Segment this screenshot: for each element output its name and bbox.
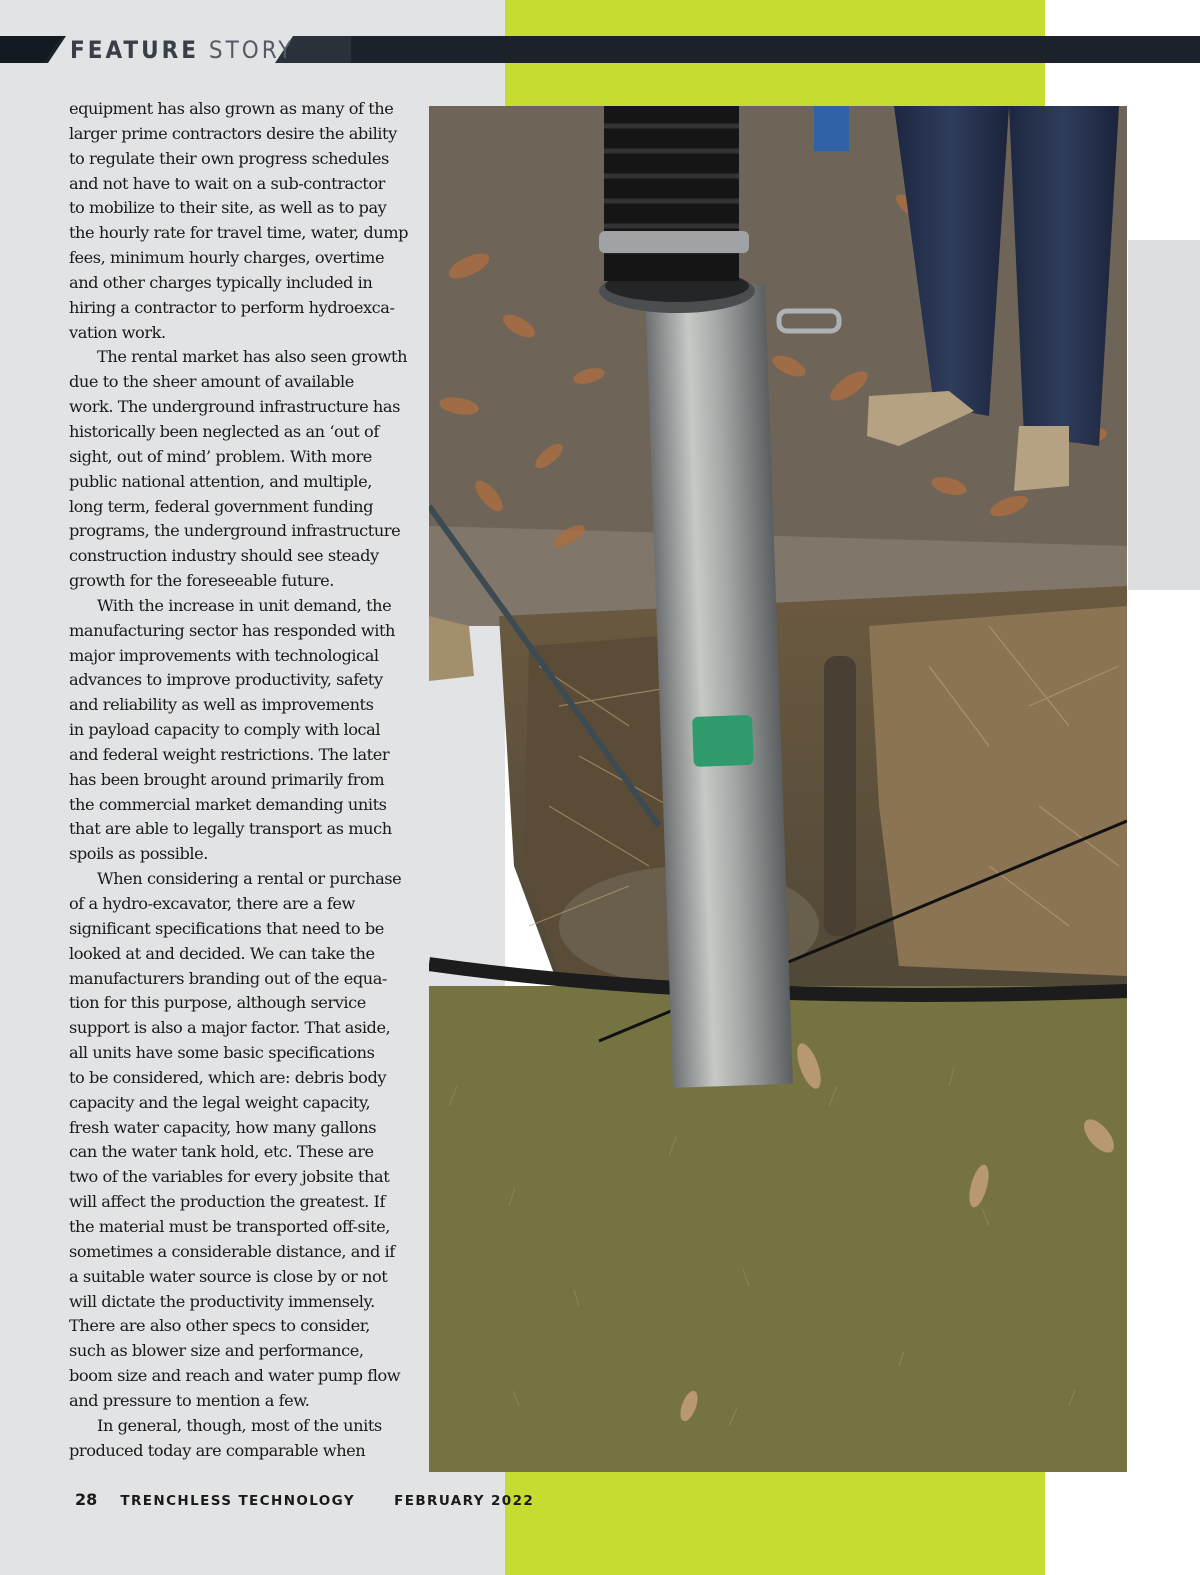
text-line: growth for the foreseeable future. [69, 571, 335, 591]
text-line: The rental market has also seen growth [97, 347, 408, 367]
text-line: historically been neglected as an ‘out of [69, 421, 379, 441]
article-paragraph [69, 594, 419, 867]
text-line: sometimes a considerable distance, and if [69, 1241, 395, 1261]
publication-name: TRENCHLESS TECHNOLOGY [120, 1493, 356, 1509]
text-line: and pressure to mention a few. [69, 1390, 310, 1410]
text-line: boom size and reach and water pump flow [69, 1366, 401, 1386]
text-line: and federal weight restrictions. The later [69, 744, 390, 764]
text-line: a suitable water source is close by or not [69, 1266, 388, 1286]
page-footer [75, 1490, 534, 1514]
article-paragraph [69, 1414, 419, 1464]
text-line: all units have some basic specifications [69, 1043, 375, 1063]
text-line: in payload capacity to comply with local [69, 720, 381, 740]
text-line: significant specifications that need to be [69, 918, 384, 938]
article-column [69, 97, 419, 1463]
text-line: and reliability as well as improvements [69, 695, 374, 715]
text-line: the commercial market demanding units [69, 794, 387, 814]
text-line: of a hydro-excavator, there are a few [69, 894, 355, 913]
text-line: to be considered, which are: debris body [69, 1067, 387, 1087]
article-paragraph [69, 867, 419, 1414]
text-line: has been brought around primarily from [69, 769, 385, 789]
text-line: will affect the production the greatest. If [69, 1192, 386, 1212]
section-label-light: STORY [208, 36, 295, 64]
text-line: programs, the underground infrastructure [69, 521, 401, 541]
text-line: capacity and the legal weight capacity, [69, 1092, 371, 1112]
text-line: to mobilize to their site, as well as to pay [69, 198, 387, 218]
text-line: vation work. [69, 322, 166, 342]
text-line: produced today are comparable when [69, 1440, 366, 1460]
text-line: equipment has also grown as many of the [69, 99, 394, 118]
text-line: sight, out of mind’ problem. With more [69, 446, 372, 466]
text-line: tion for this purpose, although service [69, 993, 366, 1013]
text-line: looked at and decided. We can take the [69, 943, 375, 963]
text-line: larger prime contractors desire the ability [69, 123, 397, 143]
side-tab [1128, 240, 1200, 590]
text-line: the material must be transported off-site, [69, 1216, 390, 1236]
text-line: construction industry should see steady [69, 546, 379, 566]
text-line: manufacturers branding out of the equa- [69, 968, 387, 988]
text-line: the hourly rate for travel time, water, dump [69, 223, 409, 243]
excavation-photo-illustration [429, 106, 1127, 1472]
text-line: fresh water capacity, how many gallons [69, 1117, 377, 1137]
text-line: spoils as possible. [69, 844, 208, 864]
text-line: such as blower size and performance, [69, 1341, 364, 1361]
text-line: With the increase in unit demand, the [97, 595, 392, 615]
issue-date: FEBRUARY 2022 [394, 1493, 535, 1509]
text-line: work. The underground infrastructure has [69, 397, 400, 417]
text-line: long term, federal government funding [69, 496, 374, 516]
text-line: will dictate the productivity immensely. [69, 1291, 375, 1311]
text-line: and not have to wait on a sub-contractor [69, 173, 385, 193]
text-line: and other charges typically included in [69, 272, 373, 292]
text-line: hiring a contractor to perform hydroexca- [69, 297, 395, 317]
section-label-bold: FEATURE [70, 36, 199, 64]
text-line: two of the variables for every jobsite that [69, 1167, 390, 1187]
text-line: can the water tank hold, etc. These are [69, 1142, 374, 1162]
text-line: advances to improve productivity, safety [69, 670, 383, 690]
text-line: that are able to legally transport as much [69, 819, 392, 839]
text-line: manufacturing sector has responded with [69, 620, 395, 640]
excavation-photo [429, 106, 1127, 1472]
text-line: fees, minimum hourly charges, overtime [69, 248, 385, 268]
text-line: When considering a rental or purchase [97, 869, 402, 889]
text-line: There are also other specs to consider, [69, 1316, 370, 1336]
article-paragraph [69, 345, 419, 593]
text-line: due to the sheer amount of available [69, 372, 354, 392]
text-line: public national attention, and multiple, [69, 471, 372, 491]
text-line: support is also a major factor. That aside, [69, 1018, 391, 1038]
text-line: In general, though, most of the units [97, 1415, 382, 1435]
section-label [70, 36, 294, 63]
accent-block-bottom [505, 1472, 1045, 1575]
page-number: 28 [75, 1490, 98, 1509]
text-line: major improvements with technological [69, 645, 379, 665]
text-line: to regulate their own progress schedules [69, 148, 389, 168]
article-paragraph [69, 97, 419, 345]
